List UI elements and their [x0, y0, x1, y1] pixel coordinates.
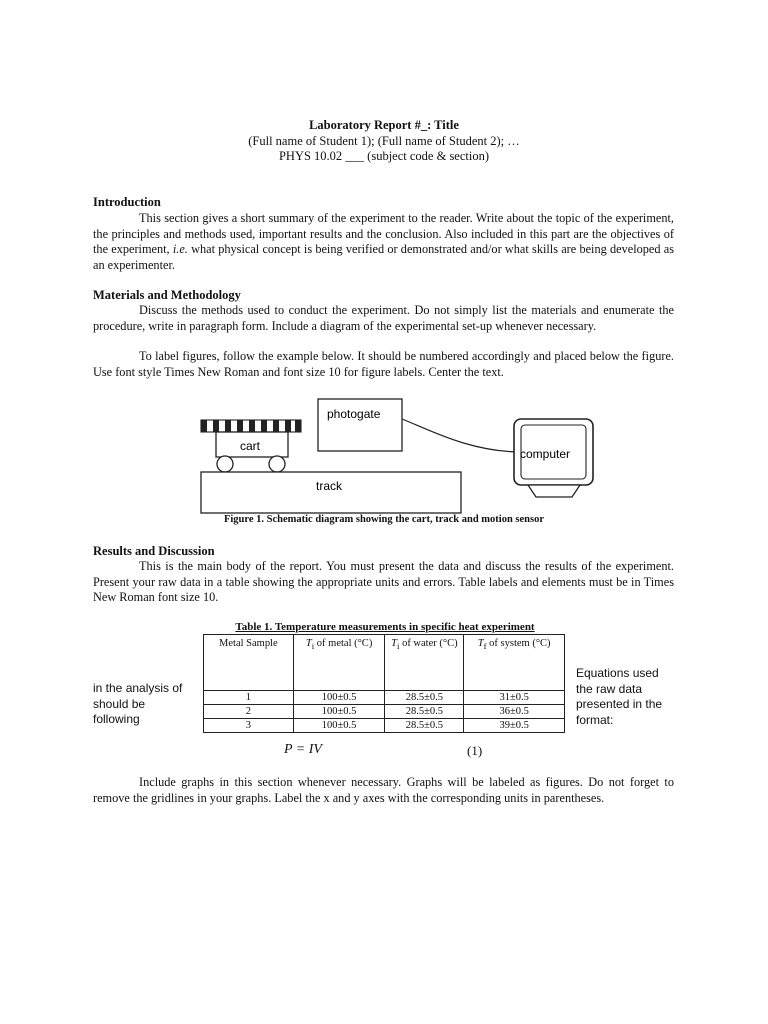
sensor-cable: [402, 419, 522, 452]
table-cell: 28.5±0.5: [385, 691, 464, 705]
header-symbol: T: [477, 638, 484, 649]
results-heading: Results and Discussion: [93, 544, 215, 558]
cart-stripes: [201, 420, 301, 432]
header-tf-system: [464, 635, 565, 691]
table-caption: Table 1. Temperature measurements in specific heat experiment: [235, 621, 535, 633]
introduction-heading: Introduction: [93, 195, 161, 209]
header-ti-water: [385, 635, 464, 691]
table-cell: 1: [204, 691, 294, 705]
table-cell: 28.5±0.5: [385, 719, 464, 733]
stripe: [249, 420, 255, 432]
table-row: [204, 719, 565, 733]
computer-stand: [528, 485, 580, 497]
report-authors: (Full name of Student 1); (Full name of Student 2); …: [248, 134, 520, 148]
table-header-row: [204, 635, 565, 691]
side-line: Equations used: [576, 666, 659, 680]
table-cell: 3: [204, 719, 294, 733]
header-subscript: i: [311, 641, 315, 652]
header-text: of water (°C): [399, 638, 458, 649]
table-cell: 2: [204, 705, 294, 719]
materials-paragraph-2: To label figures, follow the example below. It should be numbered accordingly and placed below the figure. Use font style Times New Roman and font size 10 for figure labels. Center the text.: [93, 349, 674, 379]
side-line: the raw data: [576, 681, 643, 696]
header-ti-metal: [293, 635, 385, 691]
cart-wheel-left: [217, 456, 233, 472]
cart-wheel-right: [269, 456, 285, 472]
header-text: Metal Sample: [219, 638, 278, 649]
stripe: [273, 420, 279, 432]
stripe: [213, 420, 219, 432]
table-cell: 28.5±0.5: [385, 705, 464, 719]
track-label: track: [316, 479, 343, 493]
results-paragraph-1: This is the main body of the report. You must present the data and discuss the results of the experiment. Present your raw data in a table showing the appropriate units and errors. Table labels and elements must be in Times New Roman font size 10.: [93, 559, 674, 604]
table-cell: 36±0.5: [464, 705, 565, 719]
table-row: [204, 705, 565, 719]
stripe: [237, 420, 243, 432]
equation-number: (1): [467, 743, 483, 758]
table-cell: 100±0.5: [293, 705, 385, 719]
stripe: [201, 420, 207, 432]
header-subscript: f: [483, 641, 487, 652]
materials-heading: Materials and Methodology: [93, 288, 241, 302]
side-line: in the analysis of: [93, 681, 183, 695]
table-row: [204, 691, 565, 705]
header-text: of metal (°C): [314, 638, 373, 649]
header-subscript: i: [397, 641, 400, 652]
stripe: [285, 420, 291, 432]
computer-label: computer: [520, 447, 571, 461]
report-course: PHYS 10.02 ___ (subject code & section): [278, 149, 490, 163]
report-title: Laboratory Report #_: Title: [309, 118, 459, 132]
equation-formula: P = IV: [284, 742, 322, 757]
side-line: should be: [93, 696, 146, 711]
side-line: format:: [576, 712, 614, 727]
side-line: presented in the: [576, 697, 663, 711]
intro-text-before: This section gives a short summary of the experiment to the reader. Write about the topic of the experiment, the principles and methods used, important results and the conclusion. Also included in this part are the objectives of the experiment,: [93, 211, 674, 256]
results-paragraph-2: Include graphs in this section whenever necessary. Graphs will be labeled as figures. Do not forget to remove the gridlines in your graphs. Label the x and y axes with the corresponding units in parentheses.: [93, 775, 674, 805]
intro-text-after: what physical concept is being verified or demonstrated and/or what skills are being developed as an experimenter.: [93, 242, 674, 272]
stripe: [261, 420, 267, 432]
side-line: following: [93, 712, 140, 726]
table-cell: 39±0.5: [464, 719, 565, 733]
cart-label: cart: [240, 439, 261, 453]
table-cell: 100±0.5: [293, 719, 385, 733]
header-symbol: T: [305, 638, 312, 649]
photogate-label: photogate: [327, 407, 381, 421]
table-cell: 100±0.5: [293, 691, 385, 705]
header-text: of system (°C): [486, 638, 551, 649]
side-text-left: [93, 681, 182, 728]
figure-caption: Figure 1. Schematic diagram showing the cart, track and motion sensor: [223, 514, 545, 525]
intro-text-italic: i.e.: [172, 242, 188, 256]
table-cell: 31±0.5: [464, 691, 565, 705]
header-metal-sample: [204, 635, 294, 691]
header-symbol: T: [391, 638, 397, 649]
stripe: [225, 420, 231, 432]
side-text-right: [576, 666, 662, 728]
temperature-table: [203, 634, 565, 733]
materials-paragraph-1: Discuss the methods used to conduct the experiment. Do not simply list the materials and enumerate the procedure, write in paragraph form. Include a diagram of the experimental set-up whenever necessary.: [93, 303, 674, 333]
stripe: [295, 420, 301, 432]
